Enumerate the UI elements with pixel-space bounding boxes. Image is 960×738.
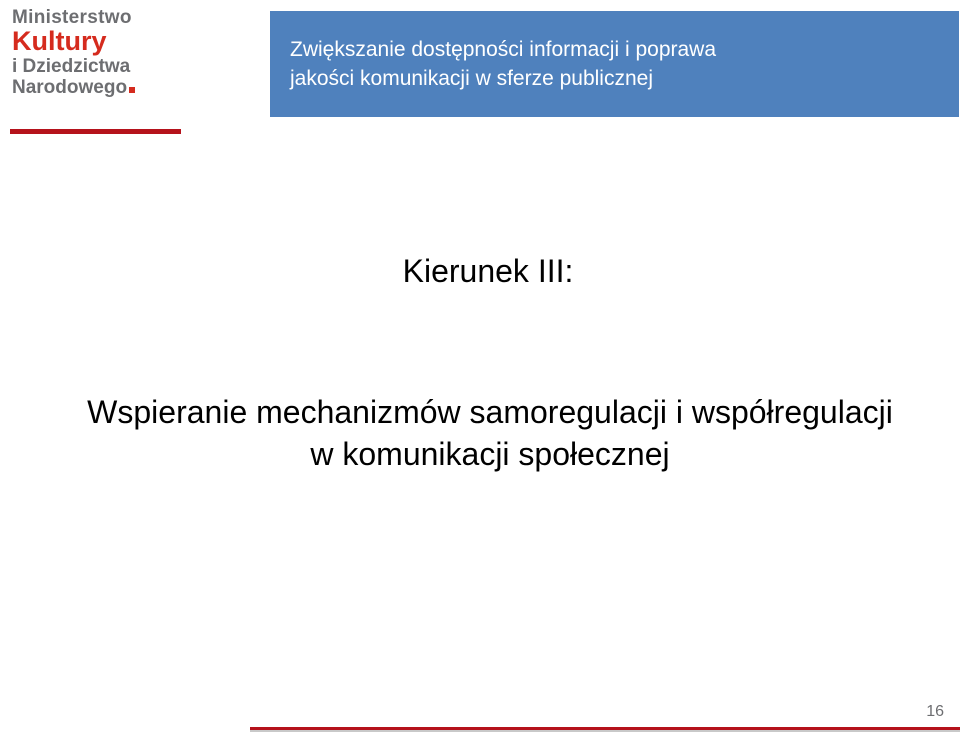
logo-line-kultury: Kultury	[12, 26, 107, 56]
logo-line-dziedzictwa: i Dziedzictwa	[12, 56, 131, 77]
logo-line-narodowego: Narodowego	[12, 78, 182, 97]
logo-dot-icon	[129, 87, 135, 93]
logo-underline	[10, 129, 181, 134]
section-body-line-2: w komunikacji społecznej	[310, 436, 670, 472]
header-title-line-2: jakości komunikacji w sferze publicznej	[290, 67, 653, 90]
logo-line-ministerstwo: Ministerstwo	[12, 7, 132, 28]
header-banner	[270, 11, 959, 117]
section-heading	[0, 253, 960, 290]
page-number: 16	[926, 703, 944, 720]
header-title	[290, 35, 939, 93]
section-heading-text: Kierunek III:	[402, 253, 574, 289]
ministry-logo	[12, 8, 182, 97]
header-title-line-1: Zwiększanie dostępności informacji i poprawa	[290, 38, 717, 61]
section-body-line-1: Wspieranie mechanizmów samoregulacji i współregulacji	[87, 394, 893, 430]
section-body	[40, 391, 940, 475]
footer-rule	[250, 727, 960, 732]
